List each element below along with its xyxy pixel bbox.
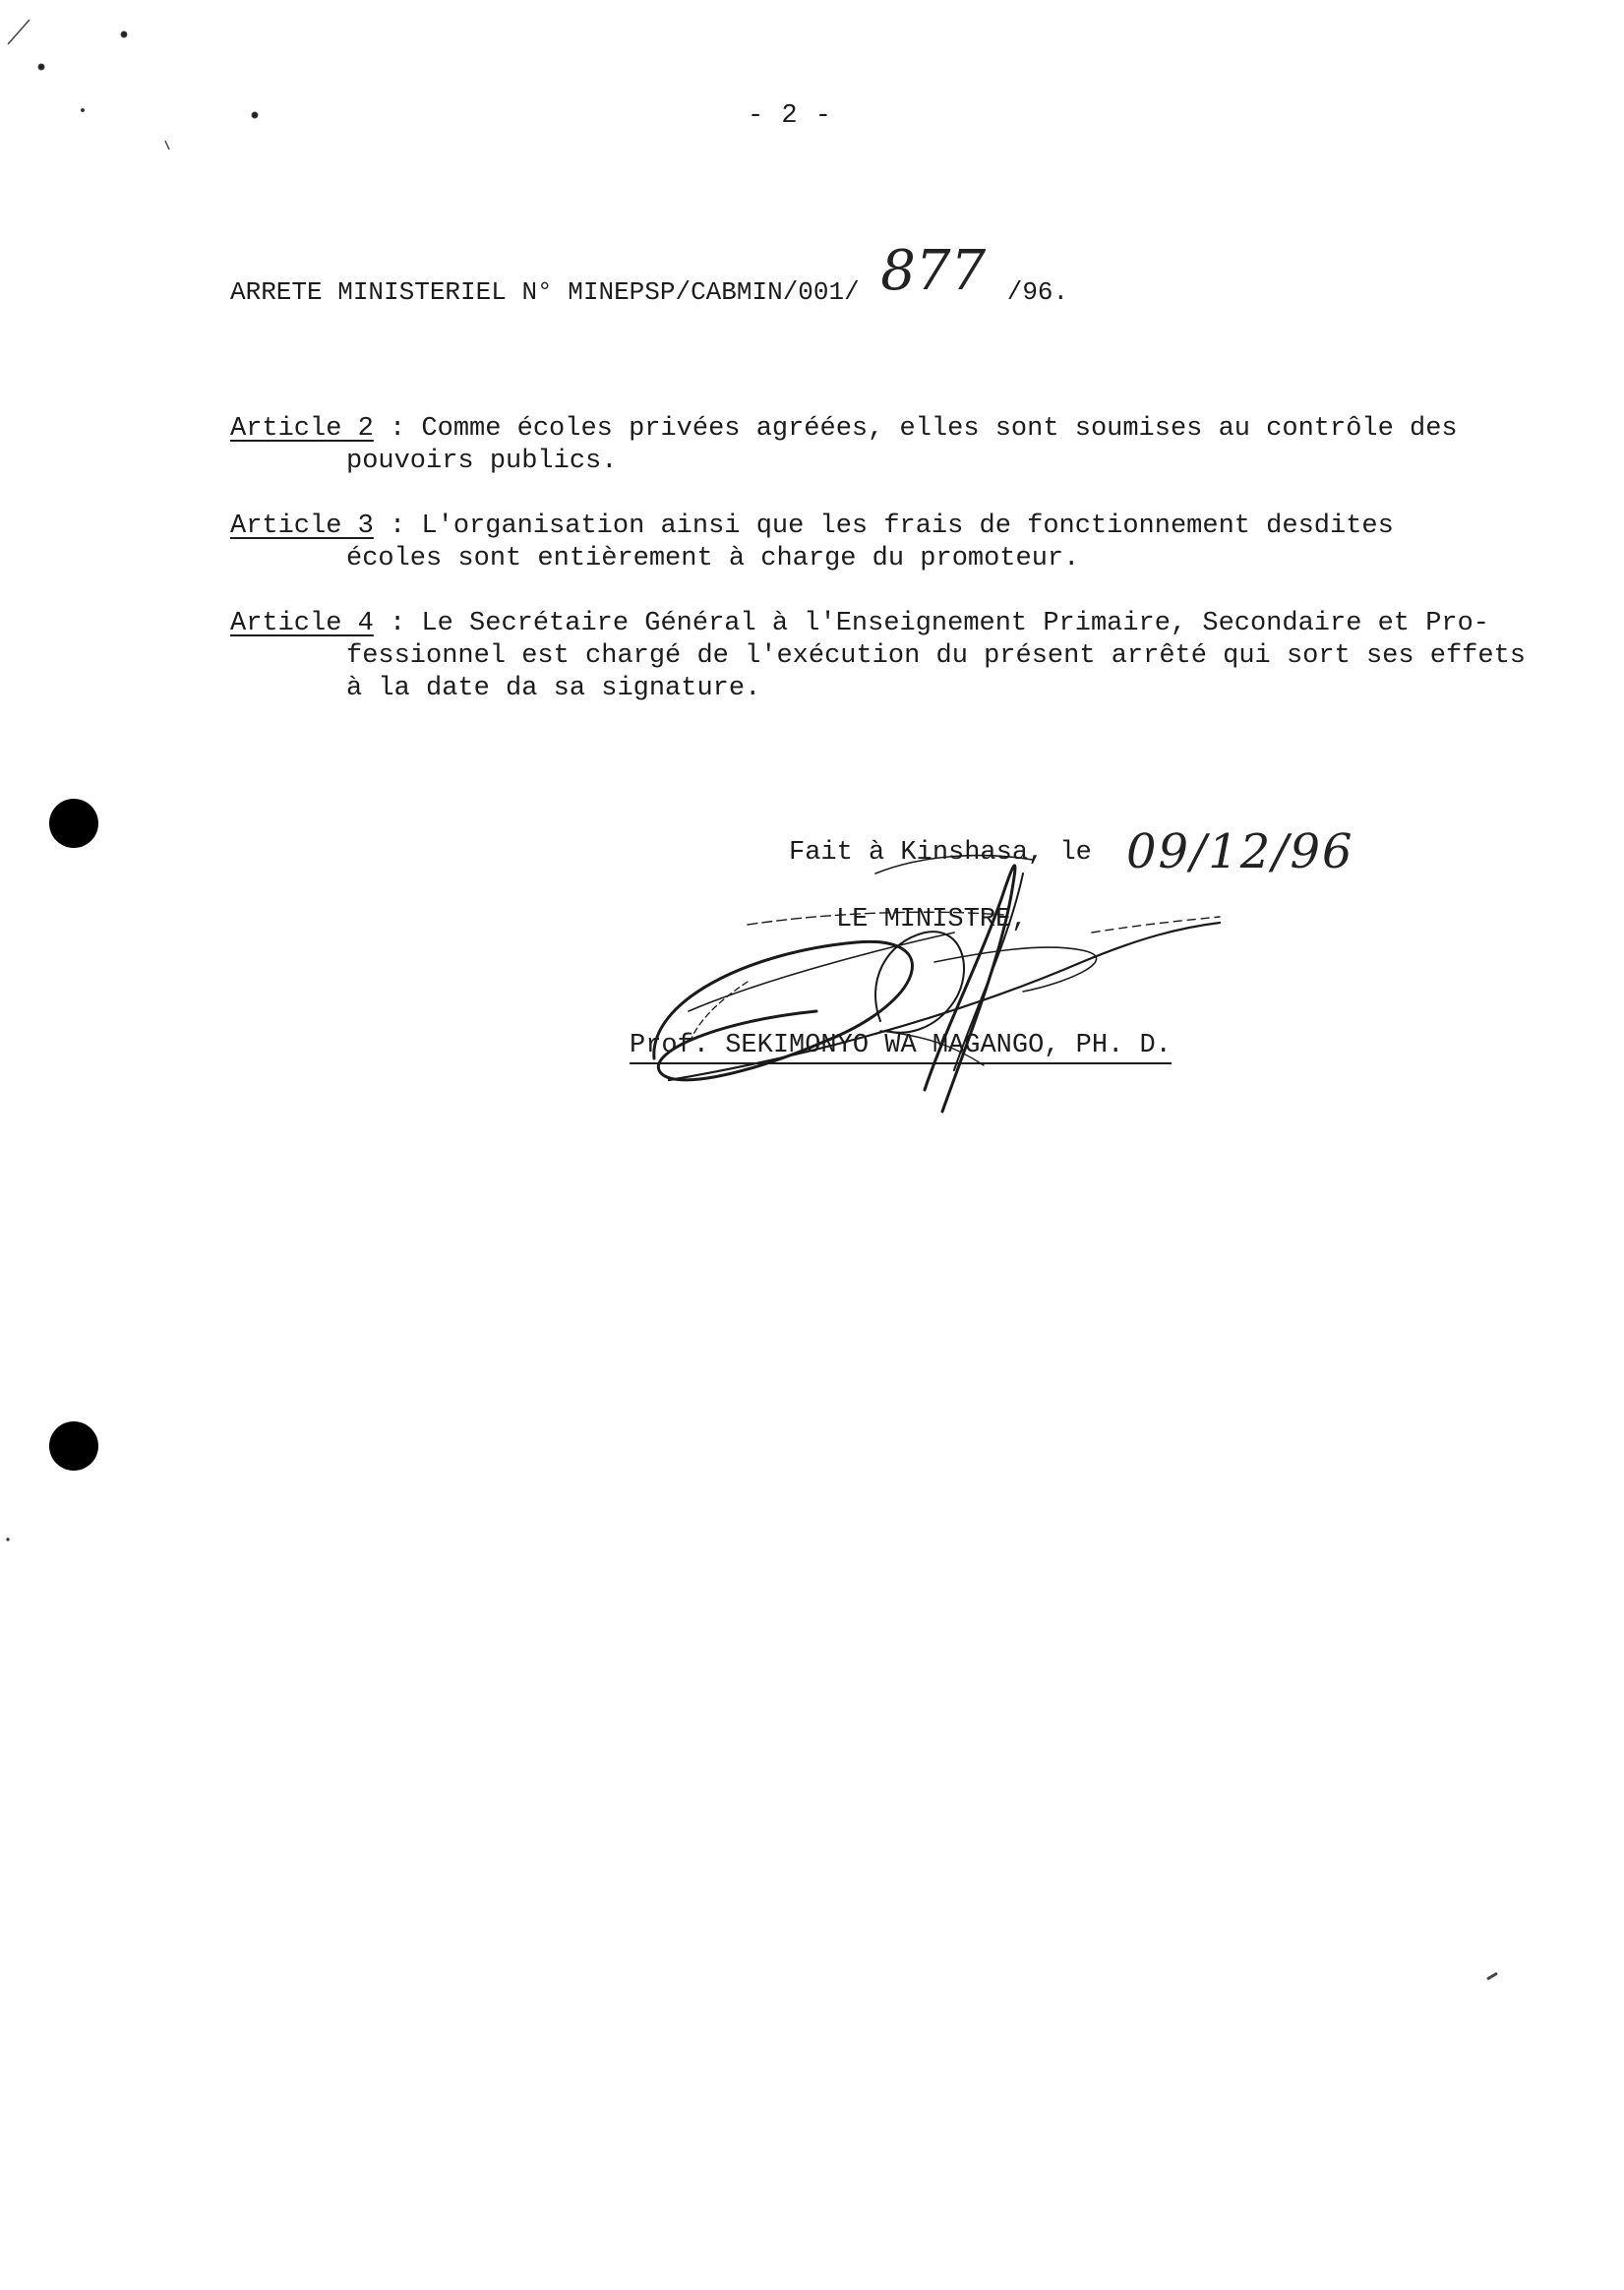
article-4 bbox=[230, 608, 1578, 705]
articles bbox=[230, 413, 1578, 738]
article-label: Article 2 bbox=[230, 414, 374, 444]
punch-hole bbox=[49, 799, 98, 848]
article-label: Article 4 bbox=[230, 609, 374, 638]
signatory-title: LE MINISTRE, bbox=[836, 905, 1028, 934]
handwritten-date: 09/12/96 bbox=[1126, 824, 1354, 879]
place-and-date-line: Fait à Kinshasa, le bbox=[789, 838, 1092, 868]
handwritten-decree-number: 877 bbox=[880, 239, 987, 303]
article-text: : Le Secrétaire Général à l'Enseignement Primaire, Secondaire et Pro- bbox=[373, 609, 1490, 638]
article-continuation: à la date da sa signature. bbox=[346, 674, 761, 703]
decree-reference bbox=[230, 239, 1069, 313]
article-text: : Comme écoles privées agréées, elles sont soumises au contrôle des bbox=[373, 414, 1458, 444]
article-continuation: fessionnel est chargé de l'exécution du présent arrêté qui sort ses effets bbox=[346, 641, 1526, 671]
article-continuation: pouvoirs publics. bbox=[346, 447, 618, 476]
signature-block bbox=[630, 824, 1377, 1119]
article-3 bbox=[230, 511, 1578, 575]
punch-hole bbox=[49, 1421, 98, 1471]
article-2 bbox=[230, 413, 1578, 478]
reference-suffix: /96. bbox=[1006, 277, 1069, 307]
article-label: Article 3 bbox=[230, 512, 374, 541]
reference-prefix: ARRETE MINISTERIEL N° MINEPSP/CABMIN/001/ bbox=[230, 277, 860, 307]
signatory-name: Prof. SEKIMONYO WA MAGANGO, PH. D. bbox=[630, 1031, 1172, 1064]
article-continuation: écoles sont entièrement à charge du promoteur. bbox=[346, 544, 1080, 573]
page-number: - 2 - bbox=[748, 101, 833, 131]
article-text: : L'organisation ainsi que les frais de fonctionnement desdites bbox=[373, 512, 1394, 541]
